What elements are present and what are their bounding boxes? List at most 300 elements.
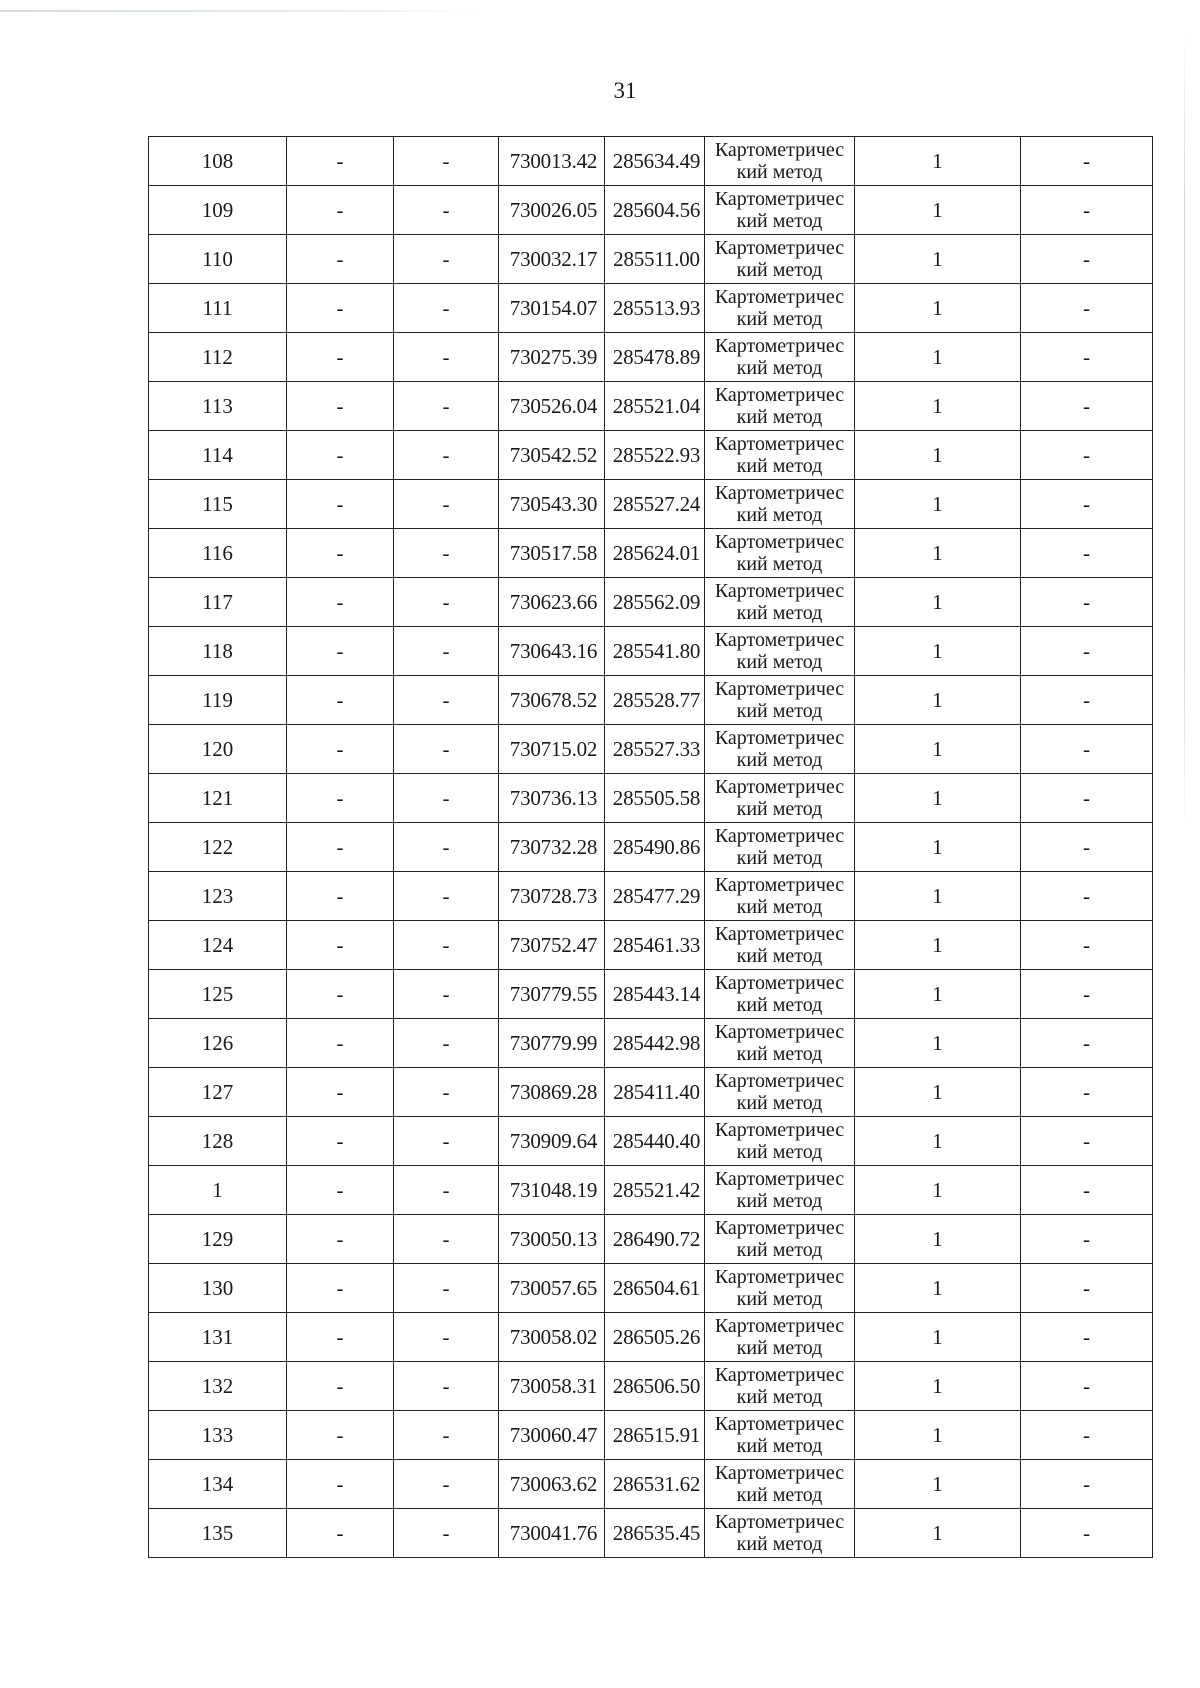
method-line-1: Картометричес <box>714 335 845 357</box>
cell-x-coordinate: 730060.47 <box>499 1411 605 1460</box>
cell-dash-1: - <box>287 970 394 1019</box>
table-row <box>149 627 1153 676</box>
cell-count: 1 <box>855 137 1021 186</box>
cell-point-number: 132 <box>149 1362 287 1411</box>
cell-dash-2: - <box>394 333 499 382</box>
cell-dash-last: - <box>1021 284 1153 333</box>
cell-dash-last: - <box>1021 1068 1153 1117</box>
method-line-1: Картометричес <box>714 1364 845 1386</box>
method-line-2: кий метод <box>736 700 823 722</box>
table-row <box>149 1362 1153 1411</box>
cell-dash-1: - <box>287 578 394 627</box>
cell-dash-1: - <box>287 921 394 970</box>
cell-dash-1: - <box>287 676 394 725</box>
cell-count: 1 <box>855 1509 1021 1558</box>
cell-dash-last: - <box>1021 921 1153 970</box>
cell-count: 1 <box>855 872 1021 921</box>
cell-y-coordinate: 285624.01 <box>605 529 705 578</box>
cell-y-coordinate: 285562.09 <box>605 578 705 627</box>
cell-count: 1 <box>855 284 1021 333</box>
cell-dash-1: - <box>287 725 394 774</box>
cell-count: 1 <box>855 823 1021 872</box>
method-line-2: кий метод <box>736 504 823 526</box>
method-line-1: Картометричес <box>714 1168 845 1190</box>
cell-y-coordinate: 286515.91 <box>605 1411 705 1460</box>
cell-x-coordinate: 730057.65 <box>499 1264 605 1313</box>
scan-artifact-top <box>0 10 480 12</box>
cell-count: 1 <box>855 1019 1021 1068</box>
cell-dash-2: - <box>394 774 499 823</box>
cell-point-number: 127 <box>149 1068 287 1117</box>
method-line-2: кий метод <box>736 1239 823 1261</box>
cell-x-coordinate: 730058.02 <box>499 1313 605 1362</box>
method-line-1: Картометричес <box>714 727 845 749</box>
table-row <box>149 774 1153 823</box>
method-line-1: Картометричес <box>714 629 845 651</box>
table-row <box>149 921 1153 970</box>
cell-dash-last: - <box>1021 1460 1153 1509</box>
method-line-1: Картометричес <box>714 678 845 700</box>
cell-dash-2: - <box>394 1509 499 1558</box>
cell-dash-last: - <box>1021 333 1153 382</box>
cell-count: 1 <box>855 774 1021 823</box>
cell-method <box>705 186 855 235</box>
cell-x-coordinate: 730715.02 <box>499 725 605 774</box>
cell-point-number: 112 <box>149 333 287 382</box>
method-line-2: кий метод <box>736 798 823 820</box>
cell-y-coordinate: 285490.86 <box>605 823 705 872</box>
cell-method <box>705 529 855 578</box>
cell-dash-2: - <box>394 137 499 186</box>
cell-dash-1: - <box>287 1264 394 1313</box>
cell-point-number: 111 <box>149 284 287 333</box>
table-row <box>149 1215 1153 1264</box>
cell-x-coordinate: 730517.58 <box>499 529 605 578</box>
cell-method <box>705 872 855 921</box>
cell-count: 1 <box>855 1313 1021 1362</box>
cell-dash-2: - <box>394 921 499 970</box>
cell-dash-last: - <box>1021 970 1153 1019</box>
table-row <box>149 186 1153 235</box>
cell-y-coordinate: 285477.29 <box>605 872 705 921</box>
cell-method <box>705 627 855 676</box>
method-line-2: кий метод <box>736 1337 823 1359</box>
cell-dash-1: - <box>287 823 394 872</box>
cell-method <box>705 578 855 627</box>
cell-x-coordinate: 730026.05 <box>499 186 605 235</box>
cell-method <box>705 1411 855 1460</box>
method-line-2: кий метод <box>736 896 823 918</box>
cell-point-number: 128 <box>149 1117 287 1166</box>
cell-method <box>705 235 855 284</box>
cell-count: 1 <box>855 235 1021 284</box>
cell-dash-2: - <box>394 970 499 1019</box>
cell-count: 1 <box>855 431 1021 480</box>
cell-dash-2: - <box>394 1166 499 1215</box>
cell-dash-last: - <box>1021 186 1153 235</box>
cell-dash-1: - <box>287 1166 394 1215</box>
method-line-1: Картометричес <box>714 923 845 945</box>
cell-y-coordinate: 285528.77 <box>605 676 705 725</box>
cell-method <box>705 1019 855 1068</box>
table-row <box>149 970 1153 1019</box>
table-row <box>149 480 1153 529</box>
cell-count: 1 <box>855 186 1021 235</box>
table-row <box>149 872 1153 921</box>
cell-point-number: 135 <box>149 1509 287 1558</box>
cell-dash-1: - <box>287 431 394 480</box>
cell-dash-2: - <box>394 1068 499 1117</box>
cell-y-coordinate: 285522.93 <box>605 431 705 480</box>
cell-dash-1: - <box>287 774 394 823</box>
method-line-2: кий метод <box>736 945 823 967</box>
cell-dash-last: - <box>1021 872 1153 921</box>
cell-dash-2: - <box>394 186 499 235</box>
table-row <box>149 382 1153 431</box>
cell-point-number: 116 <box>149 529 287 578</box>
cell-point-number: 131 <box>149 1313 287 1362</box>
method-line-2: кий метод <box>736 651 823 673</box>
cell-dash-1: - <box>287 1362 394 1411</box>
cell-count: 1 <box>855 921 1021 970</box>
cell-point-number: 109 <box>149 186 287 235</box>
cell-count: 1 <box>855 1264 1021 1313</box>
cell-dash-1: - <box>287 137 394 186</box>
cell-count: 1 <box>855 1117 1021 1166</box>
cell-x-coordinate: 730063.62 <box>499 1460 605 1509</box>
cell-x-coordinate: 730752.47 <box>499 921 605 970</box>
cell-y-coordinate: 285527.33 <box>605 725 705 774</box>
cell-y-coordinate: 285511.00 <box>605 235 705 284</box>
cell-count: 1 <box>855 1411 1021 1460</box>
cell-y-coordinate: 286504.61 <box>605 1264 705 1313</box>
cell-dash-1: - <box>287 186 394 235</box>
cell-dash-2: - <box>394 1411 499 1460</box>
cell-y-coordinate: 285521.42 <box>605 1166 705 1215</box>
cell-dash-2: - <box>394 431 499 480</box>
cell-count: 1 <box>855 725 1021 774</box>
table-body <box>149 137 1153 1558</box>
method-line-2: кий метод <box>736 455 823 477</box>
cell-dash-2: - <box>394 382 499 431</box>
table-row <box>149 1264 1153 1313</box>
cell-point-number: 126 <box>149 1019 287 1068</box>
cell-point-number: 120 <box>149 725 287 774</box>
table-row <box>149 431 1153 480</box>
cell-x-coordinate: 730643.16 <box>499 627 605 676</box>
cell-x-coordinate: 730013.42 <box>499 137 605 186</box>
cell-method <box>705 1264 855 1313</box>
cell-count: 1 <box>855 676 1021 725</box>
cell-dash-1: - <box>287 284 394 333</box>
cell-x-coordinate: 730779.99 <box>499 1019 605 1068</box>
method-line-1: Картометричес <box>714 237 845 259</box>
method-line-2: кий метод <box>736 1288 823 1310</box>
cell-x-coordinate: 730275.39 <box>499 333 605 382</box>
cell-count: 1 <box>855 529 1021 578</box>
method-line-2: кий метод <box>736 1533 823 1555</box>
cell-method <box>705 284 855 333</box>
cell-y-coordinate: 286531.62 <box>605 1460 705 1509</box>
cell-method <box>705 676 855 725</box>
cell-dash-2: - <box>394 235 499 284</box>
cell-y-coordinate: 285604.56 <box>605 186 705 235</box>
cell-y-coordinate: 285505.58 <box>605 774 705 823</box>
cell-count: 1 <box>855 382 1021 431</box>
cell-dash-2: - <box>394 480 499 529</box>
cell-y-coordinate: 285440.40 <box>605 1117 705 1166</box>
cell-count: 1 <box>855 1460 1021 1509</box>
cell-x-coordinate: 730543.30 <box>499 480 605 529</box>
cell-method <box>705 333 855 382</box>
table-row <box>149 1068 1153 1117</box>
method-line-1: Картометричес <box>714 1070 845 1092</box>
table-row <box>149 333 1153 382</box>
cell-dash-last: - <box>1021 578 1153 627</box>
cell-dash-last: - <box>1021 823 1153 872</box>
method-line-1: Картометричес <box>714 384 845 406</box>
cell-y-coordinate: 285442.98 <box>605 1019 705 1068</box>
cell-method <box>705 970 855 1019</box>
cell-dash-2: - <box>394 676 499 725</box>
method-line-1: Картометричес <box>714 1217 845 1239</box>
cell-point-number: 110 <box>149 235 287 284</box>
table-row <box>149 235 1153 284</box>
cell-count: 1 <box>855 1362 1021 1411</box>
cell-dash-2: - <box>394 1313 499 1362</box>
cell-dash-2: - <box>394 1264 499 1313</box>
table-row <box>149 676 1153 725</box>
cell-dash-last: - <box>1021 382 1153 431</box>
table-row <box>149 284 1153 333</box>
cell-method <box>705 1460 855 1509</box>
cell-point-number: 118 <box>149 627 287 676</box>
cell-x-coordinate: 730058.31 <box>499 1362 605 1411</box>
method-line-2: кий метод <box>736 308 823 330</box>
method-line-2: кий метод <box>736 1435 823 1457</box>
method-line-2: кий метод <box>736 847 823 869</box>
cell-point-number: 108 <box>149 137 287 186</box>
cell-x-coordinate: 730542.52 <box>499 431 605 480</box>
cell-dash-2: - <box>394 284 499 333</box>
cell-method <box>705 1117 855 1166</box>
page-number: 31 <box>613 78 637 103</box>
cell-dash-last: - <box>1021 1411 1153 1460</box>
cell-count: 1 <box>855 333 1021 382</box>
cell-x-coordinate: 730678.52 <box>499 676 605 725</box>
cell-dash-last: - <box>1021 1509 1153 1558</box>
cell-dash-1: - <box>287 1509 394 1558</box>
cell-dash-last: - <box>1021 1215 1153 1264</box>
cell-dash-2: - <box>394 529 499 578</box>
table-row <box>149 578 1153 627</box>
cell-dash-last: - <box>1021 529 1153 578</box>
cell-method <box>705 774 855 823</box>
cell-count: 1 <box>855 1166 1021 1215</box>
method-line-2: кий метод <box>736 749 823 771</box>
cell-method <box>705 1313 855 1362</box>
cell-dash-2: - <box>394 627 499 676</box>
cell-count: 1 <box>855 578 1021 627</box>
method-line-1: Картометричес <box>714 482 845 504</box>
cell-x-coordinate: 730909.64 <box>499 1117 605 1166</box>
cell-dash-last: - <box>1021 1313 1153 1362</box>
table-row <box>149 1313 1153 1362</box>
cell-point-number: 122 <box>149 823 287 872</box>
cell-point-number: 121 <box>149 774 287 823</box>
cell-dash-2: - <box>394 1460 499 1509</box>
cell-method <box>705 1509 855 1558</box>
cell-y-coordinate: 286505.26 <box>605 1313 705 1362</box>
cell-x-coordinate: 730050.13 <box>499 1215 605 1264</box>
cell-y-coordinate: 285461.33 <box>605 921 705 970</box>
cell-count: 1 <box>855 480 1021 529</box>
table-row <box>149 823 1153 872</box>
cell-x-coordinate: 730736.13 <box>499 774 605 823</box>
method-line-2: кий метод <box>736 1190 823 1212</box>
table-row <box>149 529 1153 578</box>
cell-dash-last: - <box>1021 431 1153 480</box>
cell-y-coordinate: 285478.89 <box>605 333 705 382</box>
cell-method <box>705 725 855 774</box>
method-line-1: Картометричес <box>714 286 845 308</box>
cell-dash-2: - <box>394 578 499 627</box>
cell-x-coordinate: 730154.07 <box>499 284 605 333</box>
cell-count: 1 <box>855 627 1021 676</box>
method-line-2: кий метод <box>736 1484 823 1506</box>
cell-dash-1: - <box>287 1117 394 1166</box>
cell-point-number: 113 <box>149 382 287 431</box>
cell-dash-2: - <box>394 823 499 872</box>
cell-y-coordinate: 286535.45 <box>605 1509 705 1558</box>
cell-method <box>705 1362 855 1411</box>
cell-dash-1: - <box>287 235 394 284</box>
cell-dash-last: - <box>1021 676 1153 725</box>
cell-count: 1 <box>855 970 1021 1019</box>
cell-dash-1: - <box>287 1215 394 1264</box>
cell-y-coordinate: 285527.24 <box>605 480 705 529</box>
cell-x-coordinate: 730041.76 <box>499 1509 605 1558</box>
method-line-2: кий метод <box>736 1386 823 1408</box>
cell-dash-2: - <box>394 725 499 774</box>
table-row <box>149 725 1153 774</box>
method-line-1: Картометричес <box>714 1511 845 1533</box>
cell-method <box>705 137 855 186</box>
cell-dash-1: - <box>287 1411 394 1460</box>
cell-dash-2: - <box>394 1117 499 1166</box>
cell-y-coordinate: 285513.93 <box>605 284 705 333</box>
cell-method <box>705 823 855 872</box>
method-line-1: Картометричес <box>714 874 845 896</box>
method-line-1: Картометричес <box>714 1266 845 1288</box>
cell-method <box>705 480 855 529</box>
cell-dash-last: - <box>1021 1166 1153 1215</box>
cell-method <box>705 1166 855 1215</box>
cell-dash-last: - <box>1021 774 1153 823</box>
method-line-2: кий метод <box>736 1092 823 1114</box>
table-row <box>149 1166 1153 1215</box>
cell-dash-1: - <box>287 1019 394 1068</box>
method-line-2: кий метод <box>736 602 823 624</box>
cell-x-coordinate: 730869.28 <box>499 1068 605 1117</box>
table-row <box>149 1509 1153 1558</box>
cell-point-number: 123 <box>149 872 287 921</box>
cell-point-number: 130 <box>149 1264 287 1313</box>
method-line-2: кий метод <box>736 1141 823 1163</box>
cell-x-coordinate: 730779.55 <box>499 970 605 1019</box>
cell-y-coordinate: 285521.04 <box>605 382 705 431</box>
cell-x-coordinate: 730526.04 <box>499 382 605 431</box>
cell-dash-1: - <box>287 1460 394 1509</box>
cell-dash-last: - <box>1021 627 1153 676</box>
cell-x-coordinate: 730032.17 <box>499 235 605 284</box>
cell-y-coordinate: 285443.14 <box>605 970 705 1019</box>
cell-point-number: 117 <box>149 578 287 627</box>
cell-dash-2: - <box>394 872 499 921</box>
cell-dash-1: - <box>287 382 394 431</box>
cell-dash-1: - <box>287 480 394 529</box>
method-line-1: Картометричес <box>714 188 845 210</box>
cell-y-coordinate: 286490.72 <box>605 1215 705 1264</box>
cell-dash-last: - <box>1021 1362 1153 1411</box>
cell-dash-1: - <box>287 872 394 921</box>
cell-point-number: 124 <box>149 921 287 970</box>
method-line-1: Картометричес <box>714 433 845 455</box>
cell-point-number: 114 <box>149 431 287 480</box>
cell-point-number: 119 <box>149 676 287 725</box>
cell-dash-last: - <box>1021 137 1153 186</box>
method-line-2: кий метод <box>736 994 823 1016</box>
method-line-1: Картометричес <box>714 1462 845 1484</box>
coordinates-table <box>148 136 1153 1558</box>
method-line-2: кий метод <box>736 406 823 428</box>
table-row <box>149 1019 1153 1068</box>
cell-method <box>705 1215 855 1264</box>
cell-dash-1: - <box>287 627 394 676</box>
cell-dash-last: - <box>1021 1264 1153 1313</box>
method-line-2: кий метод <box>736 161 823 183</box>
method-line-1: Картометричес <box>714 531 845 553</box>
method-line-1: Картометричес <box>714 1315 845 1337</box>
cell-point-number: 1 <box>149 1166 287 1215</box>
cell-point-number: 134 <box>149 1460 287 1509</box>
method-line-1: Картометричес <box>714 1413 845 1435</box>
method-line-1: Картометричес <box>714 580 845 602</box>
cell-dash-1: - <box>287 1313 394 1362</box>
method-line-1: Картометричес <box>714 139 845 161</box>
cell-y-coordinate: 286506.50 <box>605 1362 705 1411</box>
method-line-1: Картометричес <box>714 1021 845 1043</box>
cell-y-coordinate: 285541.80 <box>605 627 705 676</box>
cell-dash-last: - <box>1021 1117 1153 1166</box>
cell-y-coordinate: 285634.49 <box>605 137 705 186</box>
cell-dash-last: - <box>1021 725 1153 774</box>
cell-point-number: 133 <box>149 1411 287 1460</box>
cell-point-number: 115 <box>149 480 287 529</box>
scan-artifact-right <box>1184 30 1185 830</box>
cell-point-number: 125 <box>149 970 287 1019</box>
cell-dash-1: - <box>287 1068 394 1117</box>
cell-y-coordinate: 285411.40 <box>605 1068 705 1117</box>
method-line-1: Картометричес <box>714 825 845 847</box>
cell-count: 1 <box>855 1215 1021 1264</box>
cell-dash-1: - <box>287 529 394 578</box>
table-row <box>149 1117 1153 1166</box>
cell-x-coordinate: 731048.19 <box>499 1166 605 1215</box>
cell-method <box>705 921 855 970</box>
table-row <box>149 1460 1153 1509</box>
cell-dash-last: - <box>1021 235 1153 284</box>
